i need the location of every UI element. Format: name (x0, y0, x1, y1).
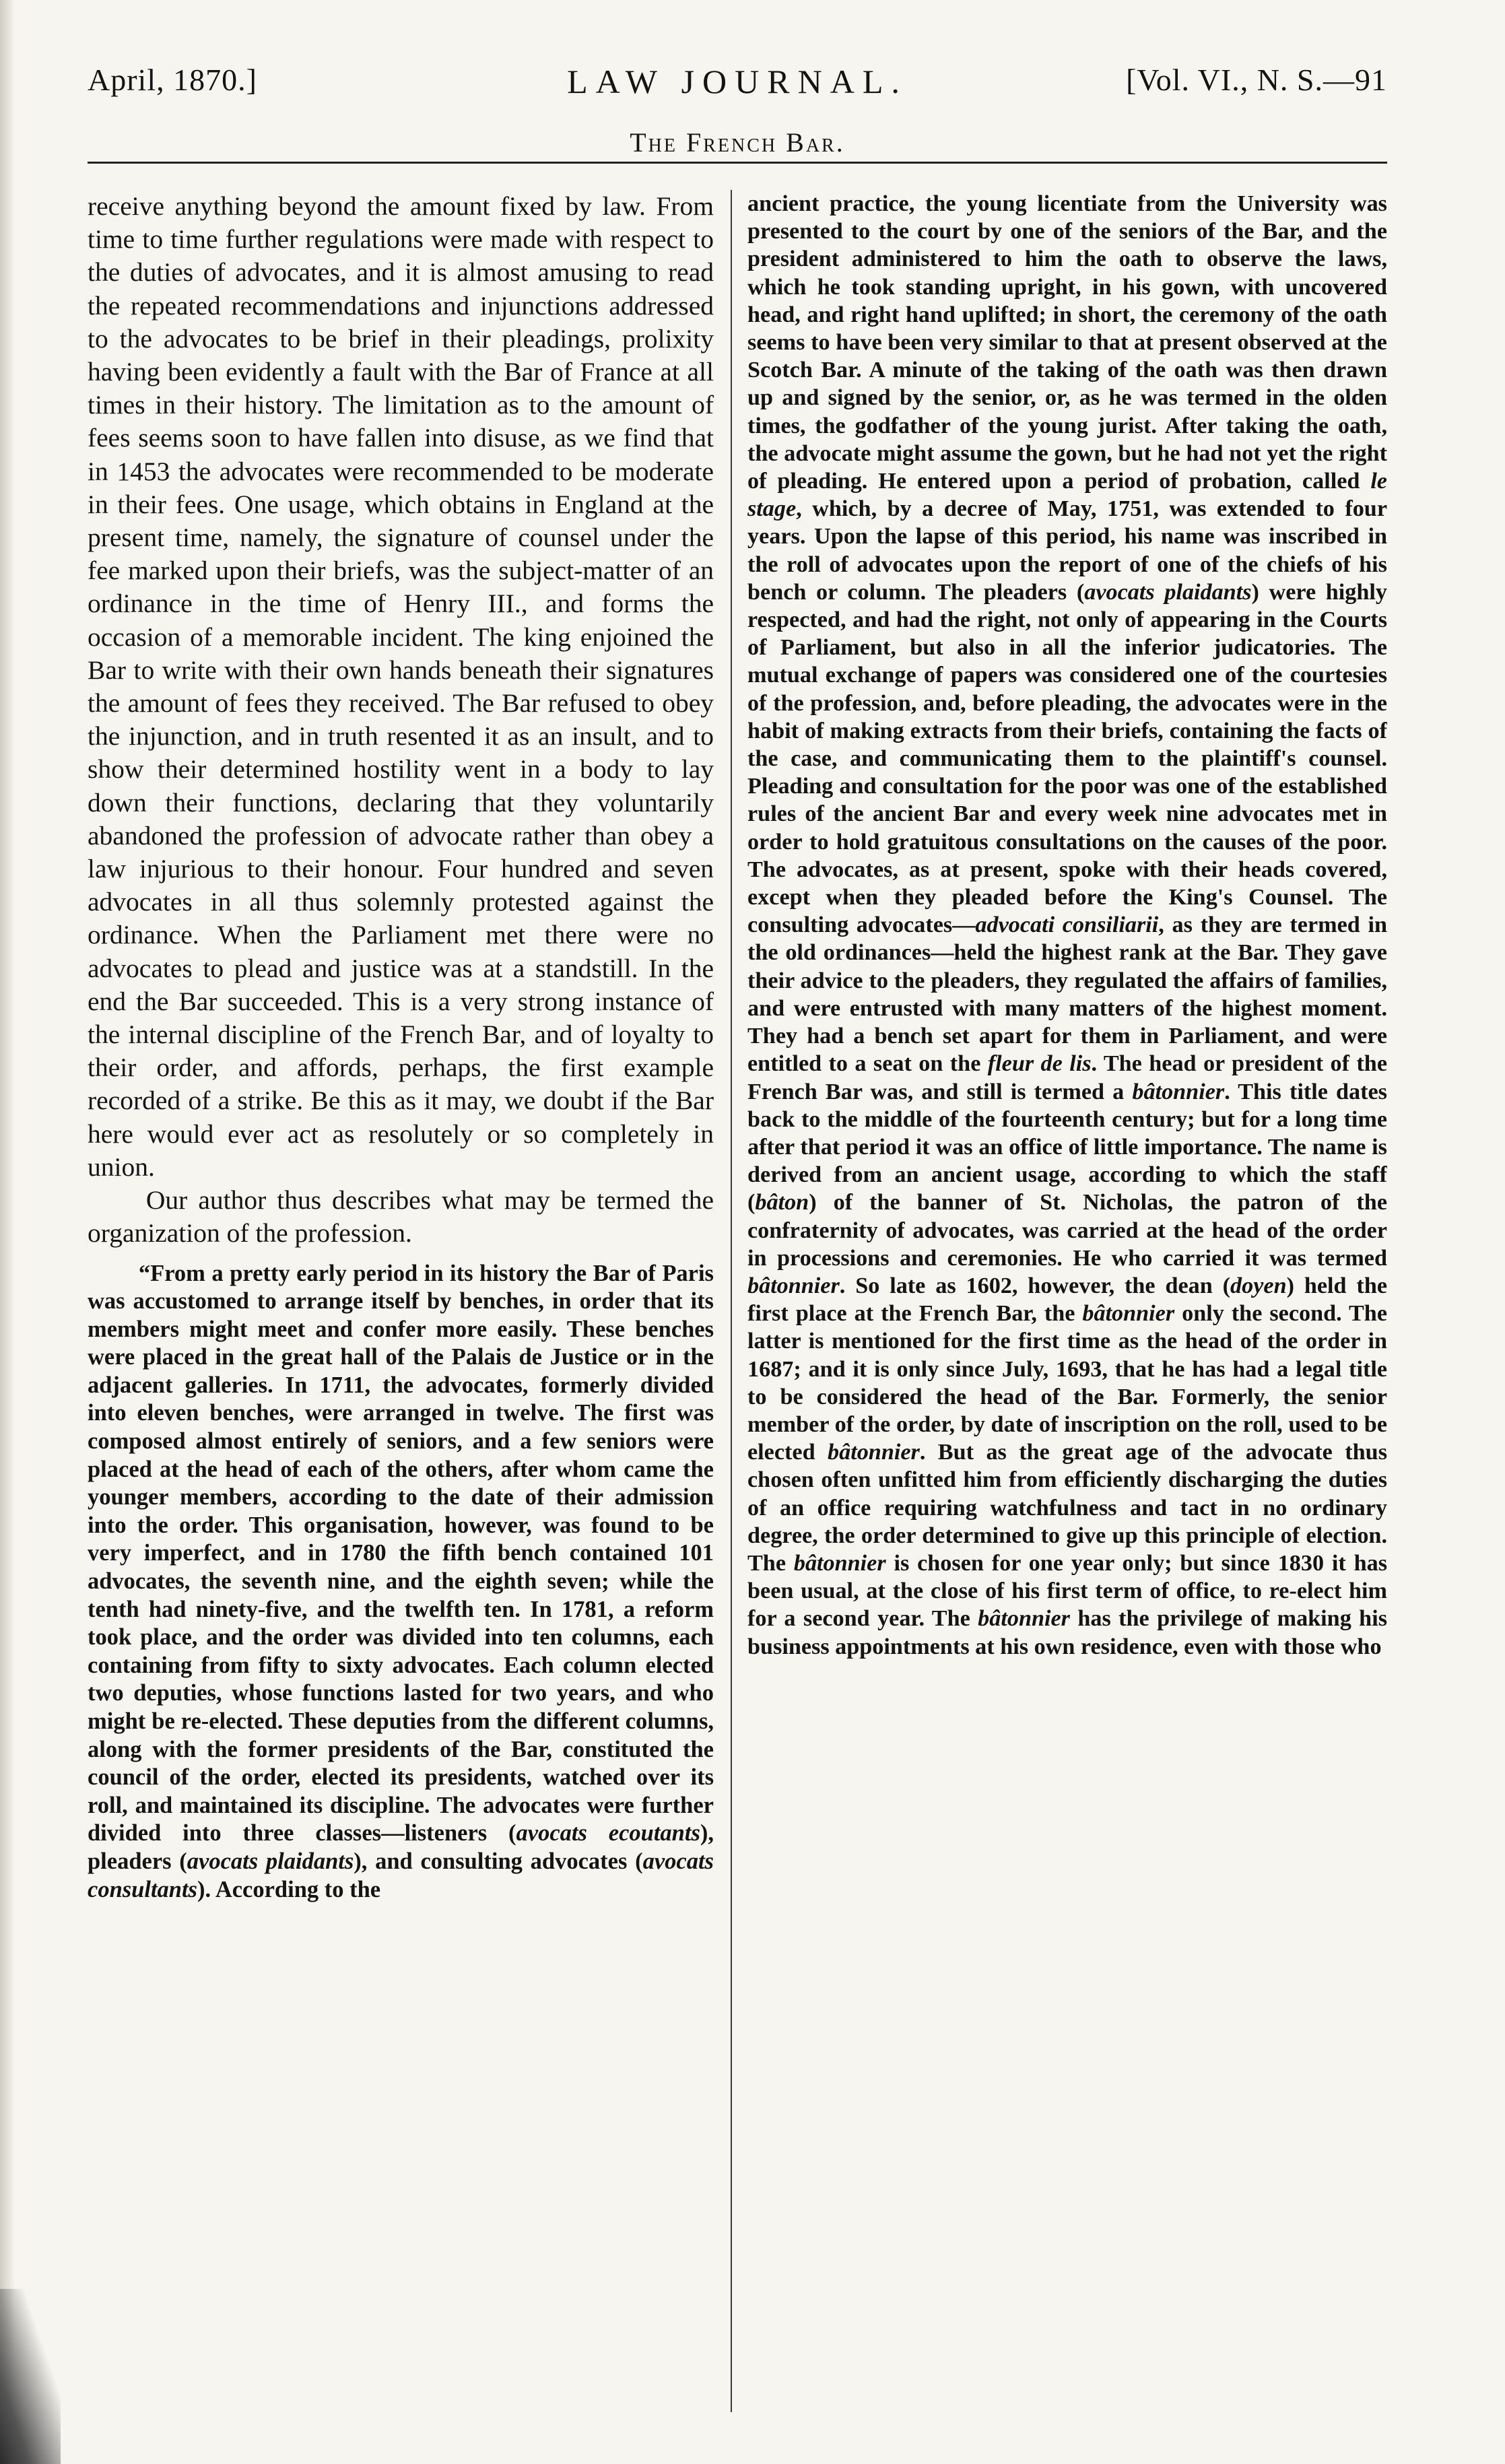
header-journal-title: LAW JOURNAL. (567, 63, 908, 100)
quotation-continued: ancient practice, the young licentiate from the University was presented to the court by one of the seniors of the Bar, and the president administered to him the oath to observe the laws, which he took standing upright, in his gown, with uncovered head, and right hand uplifted; in short, the ceremony of the oath seems to have been very similar to that at present observed at the Scotch Bar. A minute of the taking of the oath was then drawn up and signed by the senior, or, as he was termed in the olden times, the godfather of the young jurist. After taking the oath, the advocate might assume the gown, but he had not yet the right of pleading. He entered upon a period of probation, called le stage, which, by a decree of May, 1751, was extended to four years. Upon the lapse of this period, his name was inscribed in the roll of advocates upon the report of one of the chiefs of his bench or column. The pleaders (avocats plaidants) were highly respected, and had the right, not only of appearing in the Courts of Parliament, but also in all the inferior judicatories. The mutual exchange of papers was considered one of the courtesies of the profession, and, before pleading, the advocates were in the habit of making extracts from their briefs, containing the facts of the case, and communicating them to the plaintiff's counsel. Pleading and consultation for the poor was one of the established rules of the ancient Bar and every week nine advocates met in order to hold gratuitous consultations on the causes of the poor. The advocates, as at present, spoke with their heads covered, except when they pleaded before the King's Counsel. The consulting advocates—advocati consiliarii, as they are termed in the old ordinances—held the highest rank at the Bar. They gave their advice to the pleaders, they regulated the affairs of families, and were entrusted with many matters of the highest moment. They had a bench set apart for them in Parliament, and were entitled to a seat on the fleur de lis. The head or president of the French Bar was, and still is termed a bâtonnier. This title dates back to the middle of the fourteenth century; but for a long time after that period it was an office of little importance. The name is derived from an ancient usage, according to which the staff (bâton) of the banner of St. Nicholas, the patron of the confraternity of advocates, was carried at the head of the order in processions and ceremonies. He who carried it was termed bâtonnier. So late as 1602, however, the dean (doyen) held the first place at the French Bar, the bâtonnier only the second. The latter is mentioned for the first time as the head of the order in 1687; and it is only since July, 1693, that he has had a legal title to be considered the head of the Bar. Formerly, the senior member of the order, by date of inscription on the roll, used to be elected bâtonnier. But as the great age of the advocate thus chosen often unfitted him from efficiently discharging the duties of an office requiring watchfulness and tact in no ordinary degree, the order determined to give up this principle of election. The bâtonnier is chosen for one year only; but since 1830 it has been usual, at the close of his first term of office, to re-elect him for a second year. The bâtonnier has the privilege of making his business appointments at his own residence, even with those who (747, 191, 1387, 1659)
header-rule (88, 162, 1387, 164)
binding-edge (0, 0, 15, 2464)
column-divider (731, 190, 732, 2412)
paragraph-organization-intro: Our author thus describes what may be termed the organization of the profession. (88, 1185, 714, 1248)
header-volume-page: [Vol. VI., N. S.—91 (1126, 63, 1387, 97)
binding-shadow (0, 2289, 61, 2464)
right-column (747, 190, 1387, 2412)
section-title: The French Bar. (630, 127, 845, 158)
quotation-benches: “From a pretty early period in its history the Bar of Paris was accustomed to arrange itself by benches, in order that its members might meet and confer more easily. These benches were placed in the great hall of the Palais de Justice or in the adjacent galleries. In 1711, the advocates, formerly divided into eleven benches, were arranged in twelve. The first was composed almost entirely of seniors, and a few seniors were placed at the head of each of the others, after whom came the younger members, according to the date of their admission into the order. This organisation, however, was found to be very imperfect, and in 1780 the fifth bench contained 101 advocates, the seventh nine, and the eighth seven; while the tenth had ninety-five, and the twelfth ten. In 1781, a reform took place, and the order was divided into ten columns, each containing from fifty to sixty advocates. Each column elected two deputies, whose functions lasted for two years, and who might be re-elected. These deputies from the different columns, along with the former presidents of the Bar, constituted the council of the order, elected its presidents, watched over its roll, and maintained its discipline. The advocates were further divided into three classes—listeners (avocats ecoutants), pleaders (avocats plaidants), and consulting advocates (avocats consultants). According to the (88, 1260, 714, 1902)
running-header (88, 62, 1387, 116)
paragraph-fees: receive anything beyond the amount fixed by law. From time to time further regulations were made with respect to the duties of advocates, and it is almost amusing to read the repeated recommendations and injunctions addressed to the advocates to be brief in their pleadings, prolixity having been evidently a fault with the Bar of France at all times in their history. The limitation as to the amount of fees seems soon to have fallen into disuse, as we find that in 1453 the advocates were recommended to be moderate in their fees. One usage, which obtains in England at the present time, namely, the signature of counsel under the fee marked upon their briefs, was the subject-matter of an ordinance in the time of Henry III., and forms the occasion of a memorable incident. The king enjoined the Bar to write with their own hands beneath their signatures the amount of fees they received. The Bar refused to obey the injunction, and in truth resented it as an insult, and to show their determined hostility went in a body to lay down their functions, declaring that they voluntarily abandoned the profession of advocate rather than obey a law injurious to their honour. Four hundred and seven advocates in all thus solemnly protested against the ordinance. When the Parliament met there were no advocates to plead and justice was at a standstill. In the end the Bar succeeded. This is a very strong instance of the internal discipline of the French Bar, and of loyalty to their order, and affords, perhaps, the first example recorded of a strike. Be this as it may, we doubt if the Bar here would ever act as resolutely or so completely in union. (88, 191, 714, 1182)
left-column (88, 190, 714, 2412)
header-date: April, 1870.] (88, 63, 257, 97)
